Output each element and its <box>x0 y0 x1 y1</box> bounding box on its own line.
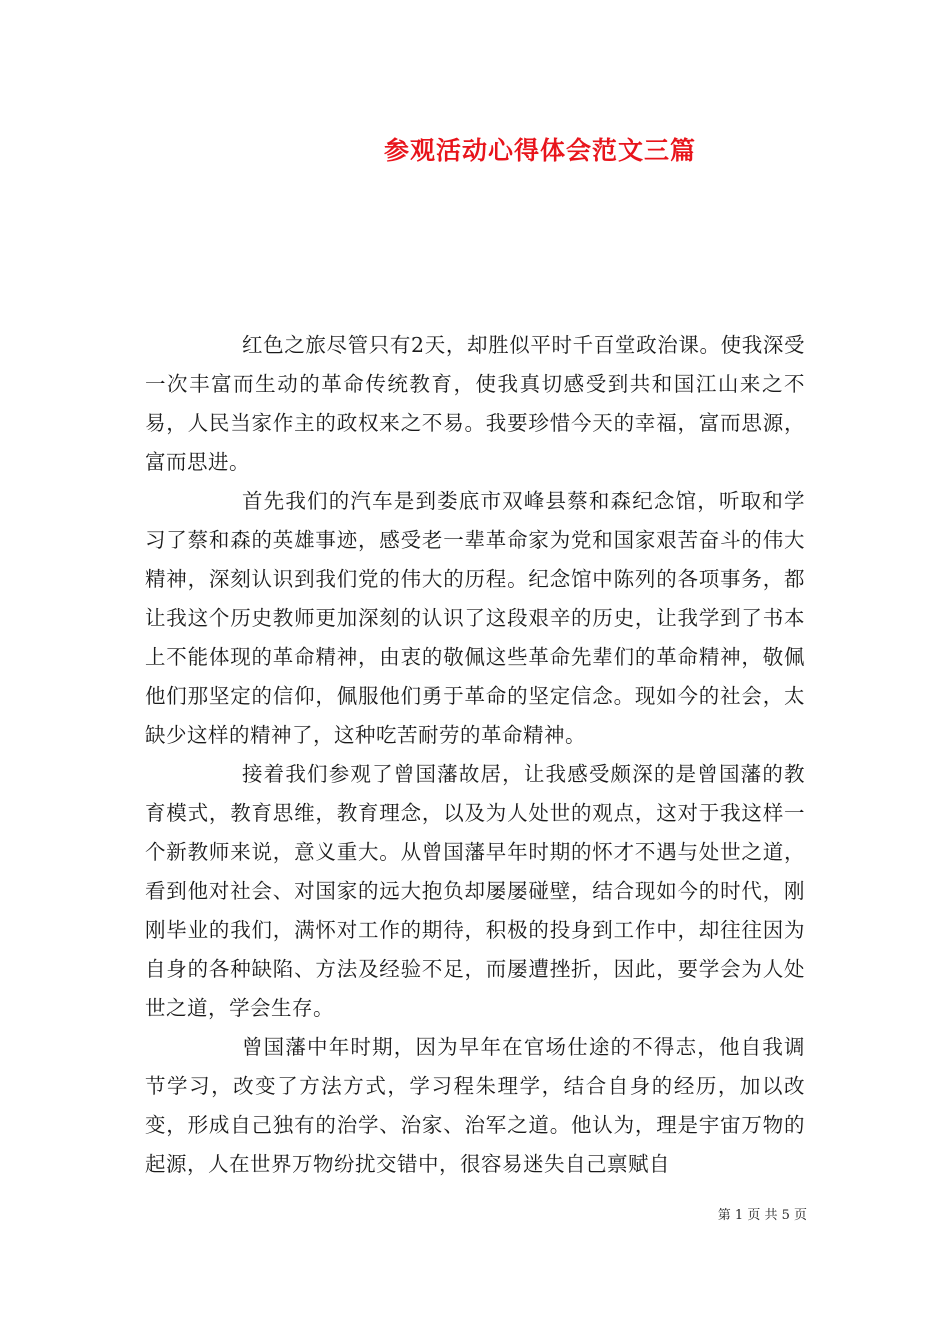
paragraph: 接着我们参观了曾国藩故居，让我感受颇深的是曾国藩的教育模式，教育思维，教育理念，以及为人处世的观点，这对于我这样一个新教师来说，意义重大。从曾国藩早年时期的怀才不遇与处世之道，看到他对社会、对国家的远大抱负却屡屡碰壁，结合现如今的时代，刚刚毕业的我们，满怀对工作的期待，积极的投身到工作中，却往往因为自身的各种缺陷、方法及经验不足，而屡遭挫折，因此，要学会为人处世之道，学会生存。 <box>145 762 805 1020</box>
paragraph: 红色之旅尽管只有2天，却胜似平时千百堂政治课。使我深受一次丰富而生动的革命传统教育，使我真切感受到共和国江山来之不易，人民当家作主的政权来之不易。我要珍惜今天的幸福，富而思源，富而思进。 <box>145 333 805 474</box>
paragraph: 曾国藩中年时期，因为早年在官场仕途的不得志，他自我调节学习，改变了方法方式，学习程朱理学，结合自身的经历，加以改变，形成自己独有的治学、治家、治军之道。他认为，理是宇宙万物的起源，人在世界万物纷扰交错中，很容易迷失自己禀赋自 <box>145 1035 805 1176</box>
document-title: 参观活动心得体会范文三篇 <box>383 136 696 165</box>
paragraph: 首先我们的汽车是到娄底市双峰县蔡和森纪念馆，听取和学习了蔡和森的英雄事迹，感受老一辈革命家为党和国家艰苦奋斗的伟大精神，深刻认识到我们党的伟大的历程。纪念馆中陈列的各项事务，都让我这个历史教师更加深刻的认识了这段艰辛的历史，让我学到了书本上不能体现的革命精神，由衷的敬佩这些革命先辈们的革命精神，敬佩他们那坚定的信仰，佩服他们勇于革命的坚定信念。现如今的社会，太缺少这样的精神了，这种吃苦耐劳的革命精神。 <box>145 489 805 747</box>
document-body <box>145 326 805 1184</box>
page-number-footer: 第 1 页 共 5 页 <box>717 1208 807 1223</box>
